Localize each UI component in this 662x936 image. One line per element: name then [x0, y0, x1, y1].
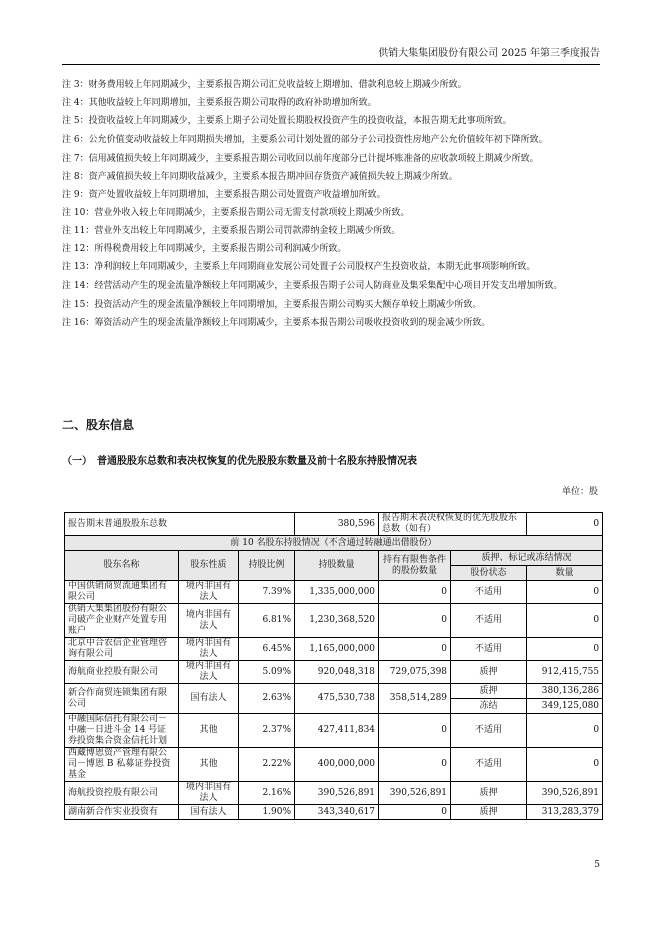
table-row [65, 638, 603, 661]
holder-name: 海航商业控股有限公司 [65, 661, 179, 684]
note-item: 注 15：投资活动产生的现金流量净额较上年同期增加，主要系报告期公司购买大额存单较上期减少所致。 [62, 300, 482, 310]
pledge-status: 不适用 [451, 714, 527, 748]
pledge-quantity: 0 [527, 604, 603, 638]
preferred-holders-label: 报告期末表决权恢复的优先股股东总数（如有） [379, 513, 527, 536]
note-item: 注 7：信用减值损失较上年同期减少，主要系报告期公司收回以前年度部分已计提坏账准备的应收款项较上期减少所致。 [62, 154, 539, 164]
holder-restricted: 0 [379, 748, 451, 782]
holder-name: 供销大集集团股份有限公司破产企业财产处置专用账户 [65, 604, 179, 638]
holder-restricted: 729,075,398 [379, 661, 451, 684]
holder-nature: 境内非国有法人 [179, 581, 239, 604]
holder-quantity: 400,000,000 [295, 748, 379, 782]
holder-ratio: 1.90% [239, 805, 295, 820]
holder-quantity: 390,526,891 [295, 782, 379, 805]
note-item: 注 9：资产处置收益较上年同期增加，主要系报告期公司处置资产收益增加所致。 [62, 190, 386, 200]
holder-ratio: 2.16% [239, 782, 295, 805]
pledge-status: 不适用 [451, 748, 527, 782]
note-item: 注 14：经营活动产生的现金流量净额较上年同期减少，主要系报告期子公司人防商业及集采集配中心项目开发支出增加所致。 [62, 281, 563, 291]
note-item: 注 12：所得税费用较上年同期减少，主要系报告期公司利润减少所致。 [62, 244, 347, 254]
table-row [65, 805, 603, 820]
note-item: 注 4：其他收益较上年同期增加，主要系报告期公司取得的政府补助增加所致。 [62, 98, 377, 108]
header-pledge-group: 质押、标记或冻结情况 [451, 551, 603, 566]
table-row [65, 684, 603, 699]
freeze-quantity: 349,125,080 [527, 699, 603, 714]
pledge-quantity: 380,136,286 [527, 684, 603, 699]
pledge-status: 不适用 [451, 638, 527, 661]
page-number: 5 [594, 860, 600, 870]
table-row [65, 782, 603, 805]
holder-name: 中国供销商贸流通集团有限公司 [65, 581, 179, 604]
header-ratio: 持股比例 [239, 551, 295, 581]
report-title: 供销大集集团股份有限公司 2025 年第三季度报告 [378, 48, 600, 59]
pledge-quantity: 0 [527, 638, 603, 661]
pledge-quantity: 912,415,755 [527, 661, 603, 684]
note-item: 注 13：净利润较上年同期减少，主要系上年同期商业发展公司处置子公司股权产生投资收益，本期无此事项影响所致。 [62, 262, 536, 272]
holder-nature: 境内非国有法人 [179, 638, 239, 661]
holder-ratio: 2.37% [239, 714, 295, 748]
notes-section [62, 76, 602, 332]
holder-quantity: 920,048,318 [295, 661, 379, 684]
table-row [65, 714, 603, 748]
table-row [65, 581, 603, 604]
holder-ratio: 6.45% [239, 638, 295, 661]
pledge-status: 不适用 [451, 604, 527, 638]
note-item: 注 6：公允价值变动收益较上年同期损失增加，主要系公司计划处置的部分子公司投资性房地产公允价值较年初下降所致。 [62, 135, 548, 145]
note-item: 注 11：营业外支出较上年同期减少，主要系报告期公司罚款滞纳金较上期减少所致。 [62, 226, 401, 236]
pledge-quantity: 0 [527, 748, 603, 782]
table-row [65, 661, 603, 684]
holder-ratio: 5.09% [239, 661, 295, 684]
holder-name: 北京中合农信企业管理咨询有限公司 [65, 638, 179, 661]
holder-nature: 国有法人 [179, 805, 239, 820]
holder-name: 中融国际信托有限公司－中融－日进斗金 14 号证券投资集合资金信托计划 [65, 714, 179, 748]
table-caption: 前 10 名股东持股情况（不含通过转融通出借股份） [65, 536, 603, 551]
note-item: 注 10：营业外收入较上年同期减少，主要系报告期公司无需支付款项较上期减少所致。 [62, 208, 410, 218]
pledge-quantity: 0 [527, 581, 603, 604]
unit-label: 单位：股 [561, 487, 598, 497]
holder-quantity: 343,340,617 [295, 805, 379, 820]
note-item: 注 16：筹资活动产生的现金流量净额较上年同期减少，主要系本报告期公司吸收投资收到的现金减少所致。 [62, 318, 491, 328]
note-item: 注 3：财务费用较上年同期减少，主要系报告期公司汇兑收益较上期增加、借款利息较上期减少所致。 [62, 80, 467, 90]
holder-nature: 其他 [179, 748, 239, 782]
shareholder-table [64, 512, 603, 820]
holder-quantity: 427,411,834 [295, 714, 379, 748]
holder-name: 新合作商贸连锁集团有限公司 [65, 684, 179, 714]
holder-name: 西藏博恩资产管理有限公司－博恩 B 私募证券投资基金 [65, 748, 179, 782]
freeze-status: 冻结 [451, 699, 527, 714]
header-pledge-status: 股份状态 [451, 566, 527, 581]
holder-restricted: 0 [379, 805, 451, 820]
pledge-status: 质押 [451, 684, 527, 699]
holder-name: 海航投资控股有限公司 [65, 782, 179, 805]
pledge-status: 质押 [451, 805, 527, 820]
page-header [62, 44, 600, 65]
common-holders-value: 380,596 [295, 513, 379, 536]
holder-restricted: 0 [379, 604, 451, 638]
common-holders-label: 报告期末普通股股东总数 [65, 513, 295, 536]
holder-ratio: 2.63% [239, 684, 295, 714]
pledge-quantity: 313,283,379 [527, 805, 603, 820]
pledge-quantity: 0 [527, 714, 603, 748]
holder-quantity: 1,335,000,000 [295, 581, 379, 604]
table-row [65, 604, 603, 638]
holder-restricted: 358,514,289 [379, 684, 451, 714]
note-item: 注 8：资产减值损失较上年同期收益减少，主要系本报告期冲回存货资产减值损失较上期减少所致。 [62, 172, 458, 182]
holder-restricted: 390,526,891 [379, 782, 451, 805]
header-pledge-quantity: 数量 [527, 566, 603, 581]
subsection-title: （一） 普通股股东总数和表决权恢复的优先股股东数量及前十名股东持股情况表 [62, 456, 417, 467]
holder-nature: 国有法人 [179, 684, 239, 714]
pledge-status: 质押 [451, 782, 527, 805]
holder-nature: 境内非国有法人 [179, 604, 239, 638]
pledge-status: 不适用 [451, 581, 527, 604]
header-name: 股东名称 [65, 551, 179, 581]
holder-restricted: 0 [379, 638, 451, 661]
holder-nature: 境内非国有法人 [179, 782, 239, 805]
holder-quantity: 1,230,368,520 [295, 604, 379, 638]
holder-nature: 其他 [179, 714, 239, 748]
caption-row [65, 536, 603, 551]
holder-nature: 境内非国有法人 [179, 661, 239, 684]
holder-ratio: 6.81% [239, 604, 295, 638]
header-nature: 股东性质 [179, 551, 239, 581]
section-title: 二、股东信息 [62, 418, 135, 432]
header-restricted: 持有有限售条件的股份数量 [379, 551, 451, 581]
table-row [65, 748, 603, 782]
holder-ratio: 7.39% [239, 581, 295, 604]
note-item: 注 5：投资收益较上年同期减少，主要系上期子公司处置长期股权投资产生的投资收益，本报告期无此事项所致。 [62, 116, 512, 126]
holder-quantity: 1,165,000,000 [295, 638, 379, 661]
preferred-holders-value: 0 [527, 513, 603, 536]
holder-name: 湖南新合作实业投资有 [65, 805, 179, 820]
holder-ratio: 2.22% [239, 748, 295, 782]
holder-quantity: 475,530,738 [295, 684, 379, 714]
summary-row [65, 513, 603, 536]
pledge-quantity: 390,526,891 [527, 782, 603, 805]
header-quantity: 持股数量 [295, 551, 379, 581]
holder-restricted: 0 [379, 714, 451, 748]
pledge-status: 质押 [451, 661, 527, 684]
header-row [65, 551, 603, 566]
holder-restricted: 0 [379, 581, 451, 604]
